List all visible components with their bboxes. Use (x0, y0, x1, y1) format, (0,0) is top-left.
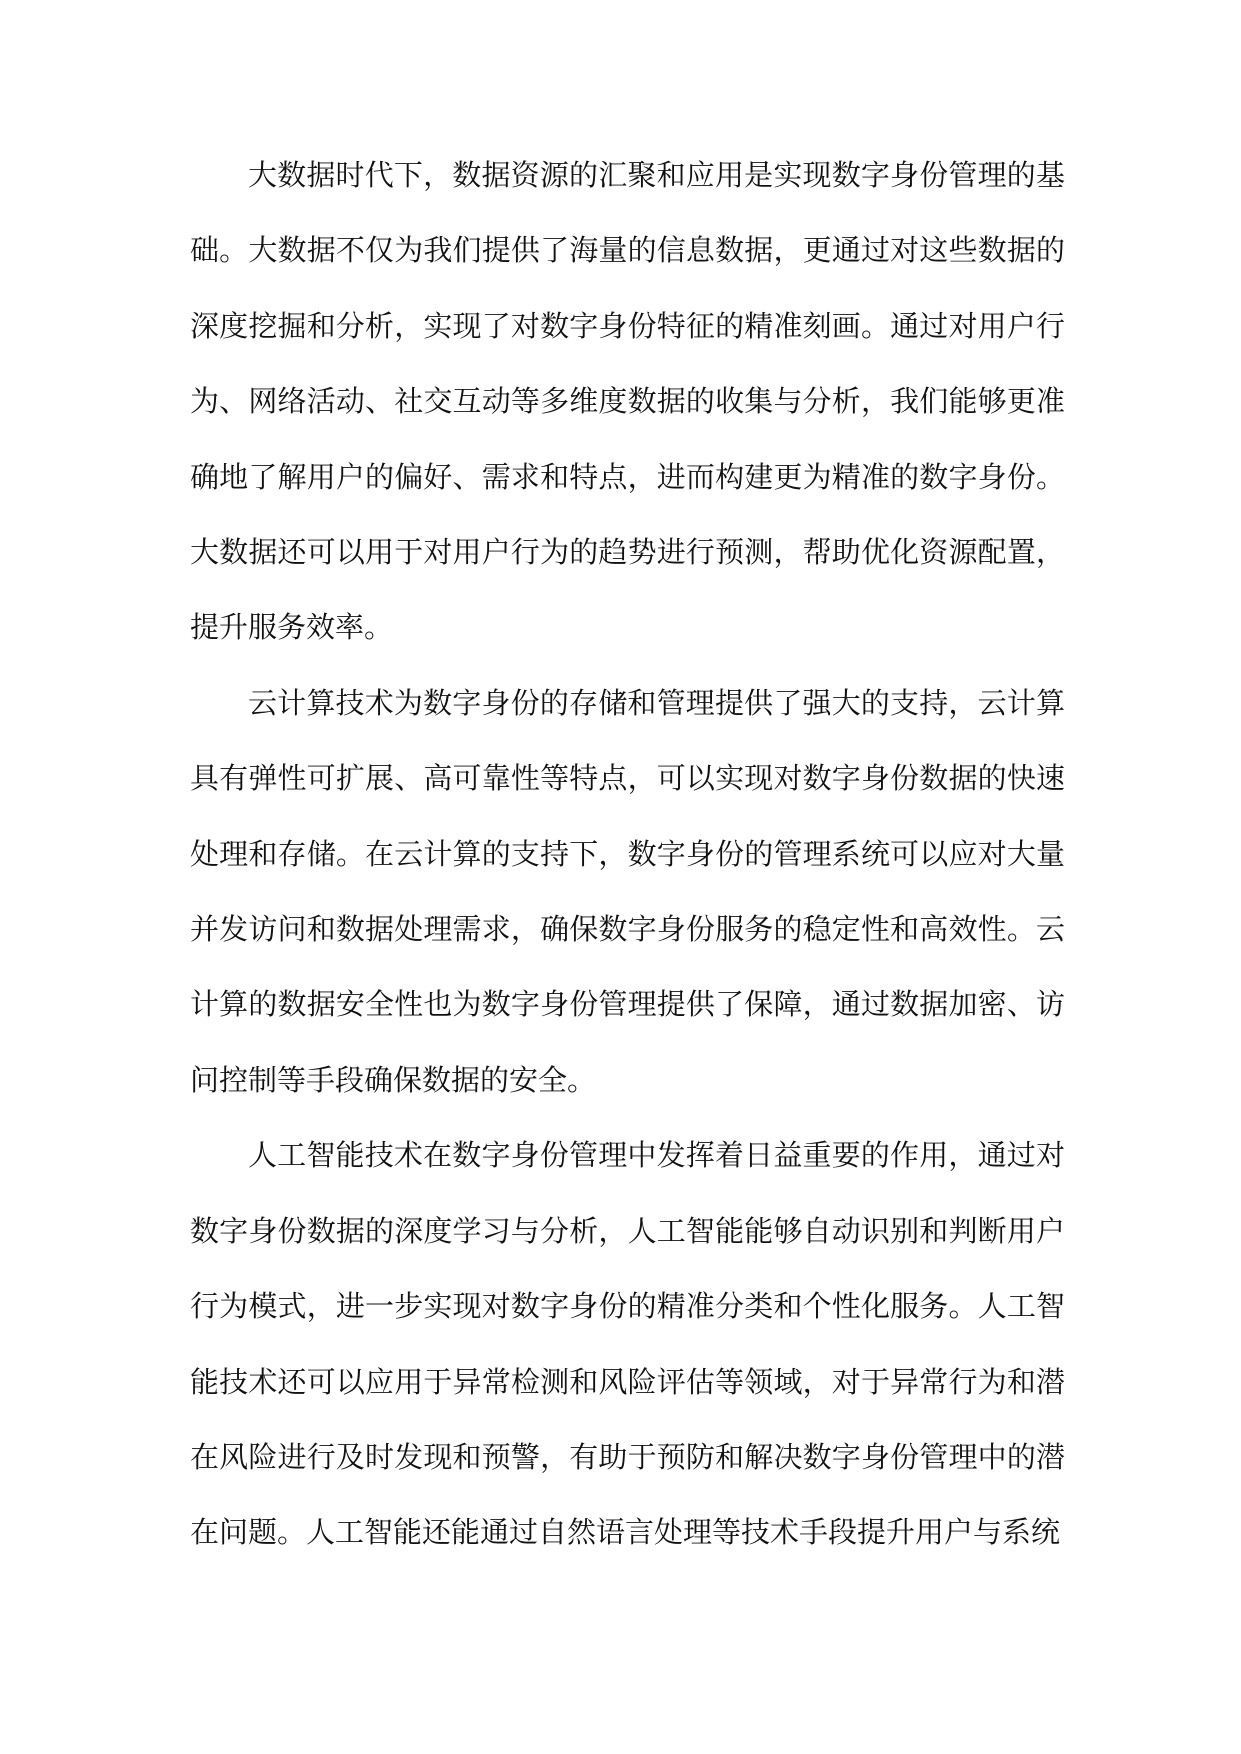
paragraph-artificial-intelligence: 人工智能技术在数字身份管理中发挥着日益重要的作用，通过对数字身份数据的深度学习与分析，人工智能能够自动识别和判断用户行为模式，进一步实现对数字身份的精准分类和个性化服务。人工智能技术还可以应用于异常检测和风险评估等领域，对于异常行为和潜在风险进行及时发现和预警，有助于预防和解决数字身份管理中的潜在问题。人工智能还能通过自然语言处理等技术手段提升用户与系统 (190, 1138, 1065, 1550)
paragraph-big-data: 大数据时代下，数据资源的汇聚和应用是实现数字身份管理的基础。大数据不仅为我们提供了海量的信息数据，更通过对这些数据的深度挖掘和分析，实现了对数字身份特征的精准刻画。通过对用户行为、网络活动、社交互动等多维度数据的收集与分析，我们能够更准确地了解用户的偏好、需求和特点，进而构建更为精准的数字身份。大数据还可以用于对用户行为的趋势进行预测，帮助优化资源配置，提升服务效率。 (190, 158, 1065, 645)
paragraph-cloud-computing: 云计算技术为数字身份的存储和管理提供了强大的支持，云计算具有弹性可扩展、高可靠性等特点，可以实现对数字身份数据的快速处理和存储。在云计算的支持下，数字身份的管理系统可以应对大量并发访问和数据处理需求，确保数字身份服务的稳定性和高效性。云计算的数据安全性也为数字身份管理提供了保障，通过数据加密、访问控制等手段确保数据的安全。 (190, 685, 1065, 1097)
body-text (190, 138, 1065, 1571)
